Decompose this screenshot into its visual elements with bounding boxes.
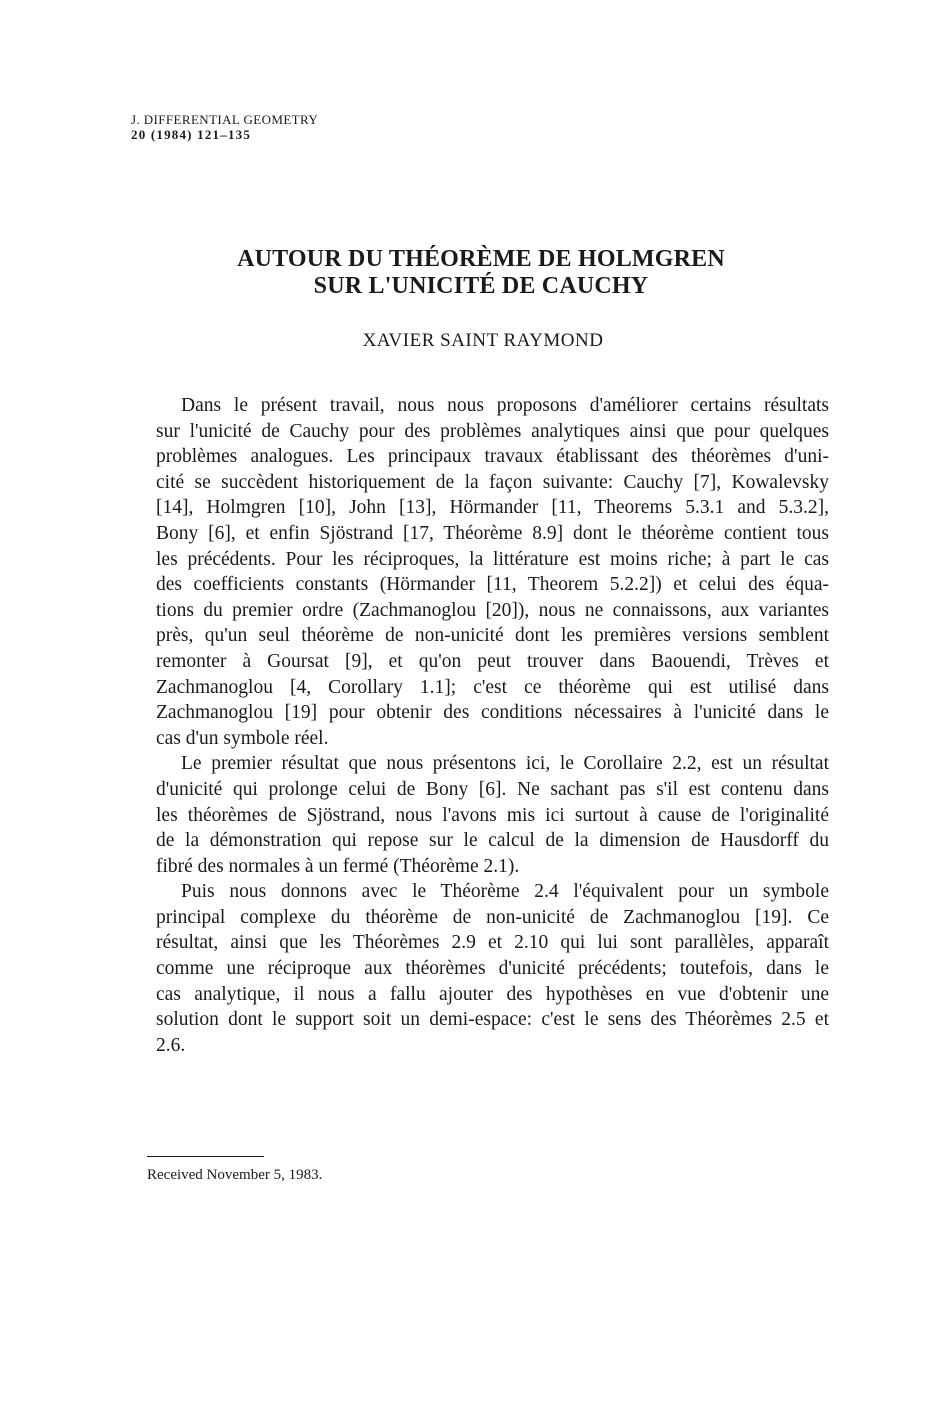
text-line: comme une réciproque aux théorèmes d'unicité précédents; toutefois, dans le (156, 958, 829, 980)
journal-volume-pages: 20 (1984) 121–135 (131, 127, 252, 142)
text-line: cas analytique, il nous a fallu ajouter des hypothèses en vue d'obtenir une (156, 983, 829, 1005)
text-line: cas d'un symbole réel. (156, 727, 329, 749)
text-line: Le premier résultat que nous présentons ici, le Corollaire 2.2, est un résultat (181, 753, 829, 775)
paragraph-1 (131, 393, 829, 751)
article-title (0, 246, 944, 300)
text-line: près, qu'un seul théorème de non-unicité dont les premières versions semblent (156, 625, 829, 647)
text-line: des coefficients constants (Hörmander [11, Theorem 5.2.2]) et celui des équa- (156, 574, 829, 596)
text-line: Bony [6], et enfin Sjöstrand [17, Théorème 8.9] dont le théorème contient tous (156, 522, 829, 544)
text-line: cité se succèdent historiquement de la façon suivante: Cauchy [7], Kowalevsky (156, 471, 829, 493)
text-line: remonter à Goursat [9], et qu'on peut trouver dans Baouendi, Trèves et (156, 650, 829, 672)
text-line: 2.6. (156, 1034, 186, 1056)
text-line: principal complexe du théorème de non-unicité de Zachmanoglou [19]. Ce (156, 906, 829, 928)
text-line: Zachmanoglou [4, Corollary 1.1]; c'est ce théorème qui est utilisé dans (156, 676, 829, 698)
text-line: Puis nous donnons avec le Théorème 2.4 l'équivalent pour un symbole (181, 881, 829, 903)
text-line: résultat, ainsi que les Théorèmes 2.9 et 2.10 qui lui sont parallèles, apparaît (156, 932, 829, 954)
text-line: solution dont le support soit un demi-espace: c'est le sens des Théorèmes 2.5 et (156, 1009, 829, 1031)
text-line: Zachmanoglou [19] pour obtenir des conditions nécessaires à l'unicité dans le (156, 702, 829, 724)
text-line: problèmes analogues. Les principaux travaux établissant des théorèmes d'uni- (156, 446, 829, 468)
text-line: [14], Holmgren [10], John [13], Hörmander [11, Theorems 5.3.1 and 5.3.2], (156, 497, 829, 519)
article-author: XAVIER SAINT RAYMOND (362, 330, 604, 351)
journal-header (131, 112, 318, 142)
paragraph-3 (131, 879, 829, 1058)
article-body (131, 393, 829, 1058)
footnote-rule (147, 1156, 264, 1157)
text-line: sur l'unicité de Cauchy pour des problèmes analytiques ainsi que pour quelques (156, 420, 829, 442)
text-line: fibré des normales à un fermé (Théorème 2.1). (156, 855, 520, 877)
paragraph-2 (131, 751, 829, 879)
text-line: les précédents. Pour les réciproques, la littérature est moins riche; à part le cas (156, 548, 829, 570)
text-line: d'unicité qui prolonge celui de Bony [6]. Ne sachant pas s'il est contenu dans (156, 778, 829, 800)
title-line-2: SUR L'UNICITÉ DE CAUCHY (313, 273, 649, 299)
received-date-footnote: Received November 5, 1983. (147, 1167, 323, 1183)
text-line: les théorèmes de Sjöstrand, nous l'avons mis ici surtout à cause de l'originalité (156, 804, 829, 826)
title-line-1: AUTOUR DU THÉORÈME DE HOLMGREN (237, 246, 725, 272)
text-line: de la démonstration qui repose sur le calcul de la dimension de Hausdorff du (156, 830, 829, 852)
text-line: Dans le présent travail, nous nous proposons d'améliorer certains résultats (181, 395, 829, 416)
journal-name: J. DIFFERENTIAL GEOMETRY (131, 112, 319, 127)
text-line: tions du premier ordre (Zachmanoglou [20]), nous ne connaissons, aux variantes (156, 599, 829, 621)
